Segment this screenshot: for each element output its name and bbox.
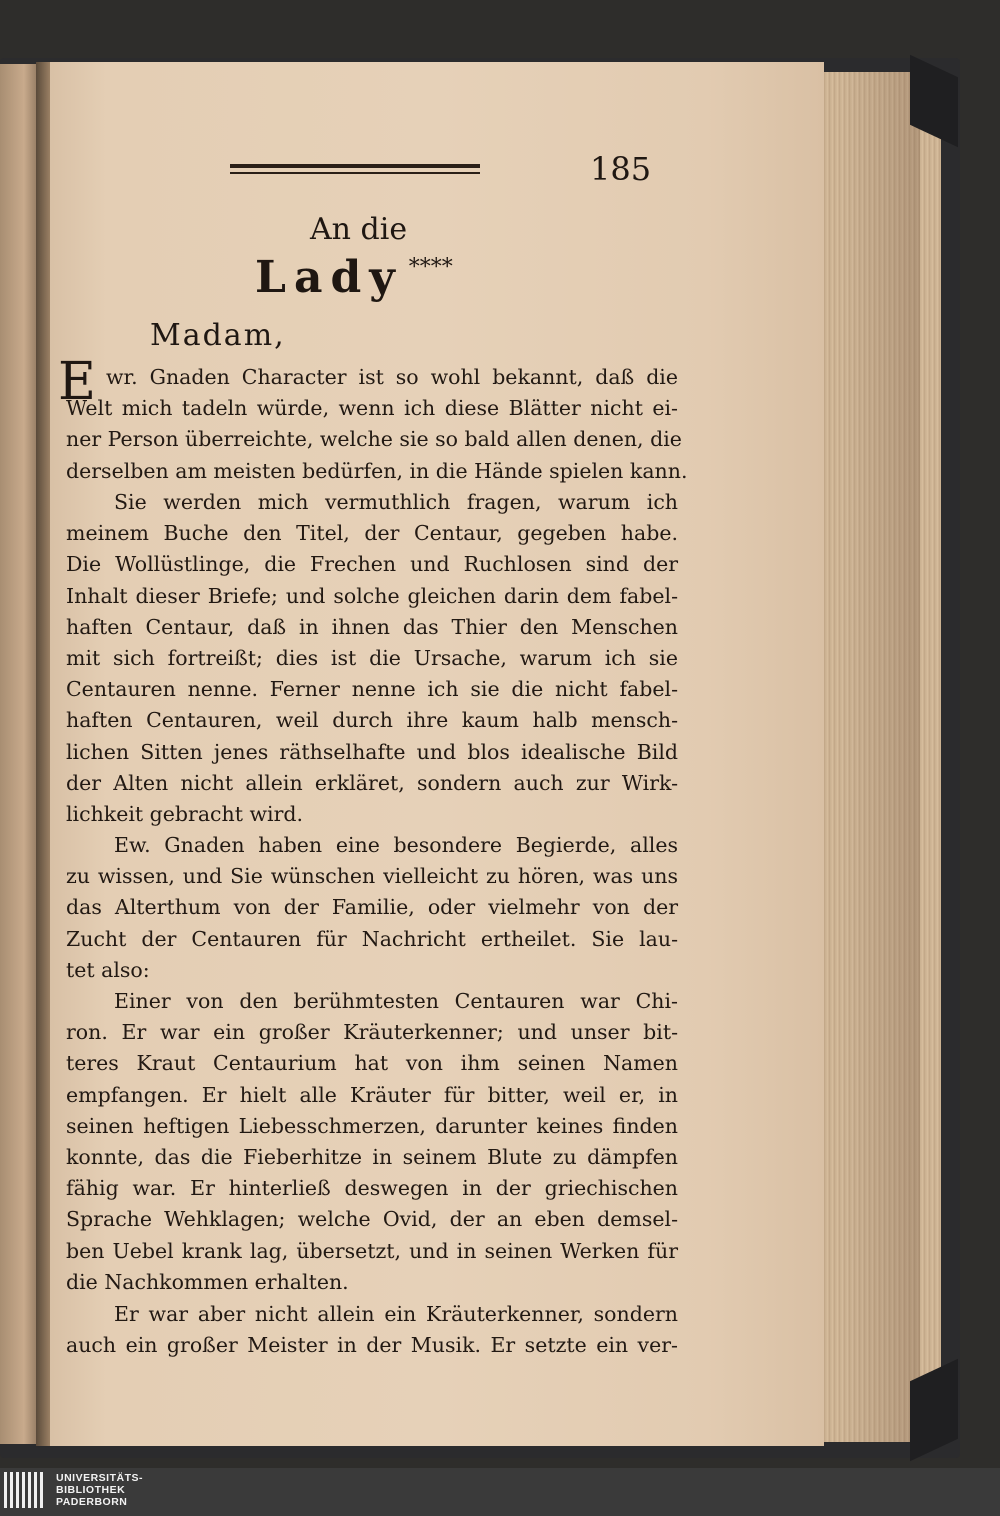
drop-cap: E	[58, 352, 96, 412]
text-line: wr. Gnaden Character ist so wohl bekannt, daß die	[106, 365, 678, 389]
paragraph-4	[66, 986, 678, 1298]
page-header	[230, 150, 680, 190]
text-line: Sie werden mich vermuthlich fragen, warum ich	[114, 490, 678, 514]
page-number: 185	[590, 150, 652, 188]
library-logo-icon	[4, 1472, 48, 1508]
text-line: derselben am meisten bedürfen, in die Hände spielen kann.	[66, 458, 688, 483]
text-line: auch ein großer Meister in der Musik. Er setzte ein ver-	[66, 1333, 678, 1358]
text-line: Ew. Gnaden haben eine besondere Begierde, alles	[114, 833, 678, 857]
book-gutter	[36, 62, 50, 1446]
text-line: fähig war. Er hinterließ deswegen in der griechischen	[66, 1176, 678, 1201]
logo-line-3: PADERBORN	[56, 1496, 128, 1508]
text-line: ben Uebel krank lag, übersetzt, und in seinen Werken für	[66, 1238, 678, 1263]
header-rule-thin	[230, 172, 480, 174]
library-footer	[0, 1468, 1000, 1516]
salutation: Madam,	[150, 318, 286, 353]
text-line: tet also:	[66, 957, 150, 982]
text-line: lichen Sitten jenes räthselhafte und blos idealische Bild	[66, 739, 678, 764]
page-edge-shadow	[840, 72, 920, 1442]
logo-line-1: UNIVERSITÄTS-	[56, 1472, 144, 1484]
text-line: konnte, das die Fieberhitze in seinem Blute zu dämpfen	[66, 1144, 678, 1169]
text-line: empfangen. Er hielt alle Kräuter für bitter, weil er, in	[66, 1082, 678, 1107]
text-line: Er war aber nicht allein ein Kräuterkenner, sondern	[114, 1302, 678, 1326]
title-lady: Lady	[255, 252, 403, 303]
library-logo-text	[56, 1472, 143, 1508]
text-line: haften Centauren, weil durch ihre kaum halb mensch-	[66, 708, 678, 733]
left-page-edge	[0, 64, 40, 1444]
text-line: lichkeit gebracht wird.	[66, 801, 304, 826]
text-line: Zucht der Centauren für Nachricht ertheilet. Sie lau-	[66, 926, 678, 951]
text-line: seinen heftigen Liebesschmerzen, darunter keines finden	[66, 1113, 678, 1138]
title-stars: ****	[408, 255, 453, 280]
text-line: Centauren nenne. Ferner nenne ich sie die nicht fabel-	[66, 677, 678, 702]
header-rule-thick	[230, 164, 480, 168]
text-line: Die Wollüstlinge, die Frechen und Ruchlosen sind der	[66, 552, 678, 577]
text-line: Welt mich tadeln würde, wenn ich diese Blätter nicht ei-	[66, 396, 678, 421]
text-line: teres Kraut Centaurium hat von ihm seinen Namen	[66, 1051, 678, 1076]
paragraph-3	[66, 830, 678, 986]
paragraph-1	[58, 352, 688, 487]
text-line: Sprache Wehklagen; welche Ovid, der an eben demsel-	[66, 1207, 678, 1232]
text-line: haften Centaur, daß in ihnen das Thier den Menschen	[66, 614, 678, 639]
paragraph-5	[66, 1299, 678, 1361]
text-line: zu wissen, und Sie wünschen vielleicht zu hören, was uns	[66, 864, 678, 889]
logo-line-2: BIBLIOTHEK	[56, 1484, 126, 1496]
text-line: ron. Er war ein großer Kräuterkenner; und unser bit-	[66, 1020, 678, 1045]
text-line: ner Person überreichte, welche sie so bald allen denen, die	[66, 427, 682, 452]
text-line: die Nachkommen erhalten.	[66, 1269, 349, 1294]
text-line: der Alten nicht allein erkläret, sondern auch zur Wirk-	[66, 770, 678, 795]
paragraph-2	[66, 487, 678, 830]
text-line: meinem Buche den Titel, der Centaur, gegeben habe.	[66, 521, 678, 546]
text-line: das Alterthum von der Familie, oder vielmehr von der	[66, 895, 678, 920]
title-line-2	[255, 252, 453, 303]
text-line: Einer von den berühmtesten Centauren war Chi-	[114, 989, 678, 1013]
title-line-1: An die	[310, 212, 408, 247]
text-line: Inhalt dieser Briefe; und solche gleichen darin dem fabel-	[66, 583, 678, 608]
text-line: mit sich fortreißt; dies ist die Ursache, warum ich sie	[66, 645, 678, 670]
